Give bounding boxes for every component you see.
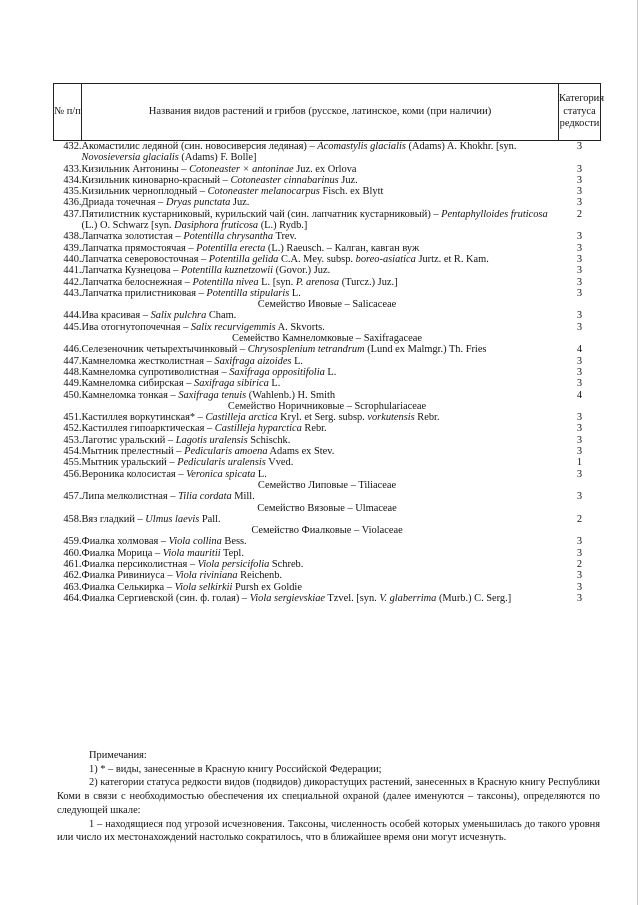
row-number: 435.	[63, 186, 82, 198]
latin-name: Acomastylis glacialis	[317, 141, 406, 152]
species-name	[82, 378, 559, 389]
row-number: 462.	[63, 570, 82, 582]
latin-name: Castilleja hyparctica	[214, 423, 302, 435]
species-name	[82, 164, 559, 175]
species-row	[54, 536, 601, 547]
table-header-row	[54, 84, 601, 141]
name-text: Cham.	[206, 310, 237, 322]
family-heading: Семейство Ивовые – Salicaceae	[257, 299, 397, 311]
name-text: (Wahlenb.) H. Smith	[246, 389, 336, 401]
name-text: Вяз гладкий –	[81, 513, 146, 525]
row-category: 3	[576, 310, 583, 322]
latin-name: Salix recurvigemmis	[190, 321, 276, 333]
name-text: Мытник прелестный –	[81, 446, 185, 458]
name-text: Pall.	[199, 513, 221, 525]
species-row	[54, 164, 601, 175]
species-row	[54, 344, 601, 355]
species-name	[82, 254, 559, 265]
name-text: L.	[291, 355, 304, 367]
row-category: 2	[576, 558, 583, 570]
latin-name: Viola selkirkii	[174, 581, 233, 593]
row-category: 3	[576, 570, 583, 582]
species-row	[54, 593, 601, 604]
row-number: 440.	[63, 253, 82, 265]
latin-name: P. arenosa	[295, 276, 340, 288]
family-row	[54, 503, 601, 514]
family-row	[54, 299, 601, 310]
family-row	[54, 480, 601, 491]
name-text: C.A. Mey. subsp.	[278, 253, 356, 265]
name-text: Ива красивая –	[81, 310, 151, 322]
row-number: 464.	[63, 592, 82, 604]
row-number: 455.	[63, 457, 82, 469]
row-category: 3	[576, 141, 583, 152]
species-name	[82, 197, 559, 208]
row-category: 3	[576, 186, 583, 198]
family-row	[54, 333, 601, 344]
species-name	[82, 277, 559, 288]
row-number: 451.	[63, 412, 82, 424]
row-category: 3	[576, 423, 583, 435]
species-name	[82, 265, 559, 276]
latin-name: Chrysosplenium tetrandrum	[247, 344, 365, 356]
latin-name: Saxifraga tenuis	[178, 389, 247, 401]
row-category: 2	[576, 513, 583, 525]
species-row	[54, 310, 601, 321]
family-row	[54, 525, 601, 536]
species-name	[82, 367, 559, 378]
row-category: 3	[576, 446, 583, 458]
species-row	[54, 141, 601, 164]
name-text: Камнеломка сибирская –	[81, 378, 195, 390]
row-category: 3	[576, 231, 583, 243]
species-name	[82, 288, 559, 299]
row-category: 3	[576, 276, 583, 288]
name-text: Mill.	[231, 491, 255, 503]
latin-name: Cotoneaster × antoninae	[189, 163, 294, 175]
species-name	[82, 186, 559, 197]
name-text: Jurtz. et R. Kam.	[415, 253, 489, 265]
name-text: (Adams) A. Khokhr. [syn.	[405, 141, 517, 152]
name-text: Pursh ex Goldie	[232, 581, 302, 593]
latin-name: Lagotis uralensis	[175, 434, 248, 446]
latin-name: Novosieversia glacialis	[81, 152, 179, 164]
name-text: Rebr.	[414, 412, 440, 424]
species-name	[82, 570, 559, 581]
name-text: Tzvel. [syn.	[325, 592, 380, 604]
row-category: 3	[576, 163, 583, 175]
row-number: 453.	[63, 434, 82, 446]
latin-name: Cotoneaster cinnabarinus	[230, 174, 339, 186]
species-row	[54, 209, 601, 232]
name-text: Fisch. ex Blytt	[319, 186, 384, 198]
latin-name: Pedicularis amoena	[184, 446, 268, 458]
notes-section	[57, 749, 600, 845]
name-text: L. [syn.	[258, 276, 296, 288]
row-number: 446.	[63, 344, 82, 356]
row-category: 3	[576, 321, 583, 333]
name-text: Вероника колосистая –	[81, 468, 187, 480]
name-text: Лапчатка прилистниковая –	[81, 287, 207, 299]
name-text: (L.) O. Schwarz [syn.	[81, 220, 175, 232]
name-text: (Adams) F. Bolle]	[178, 152, 257, 164]
row-category: 3	[576, 468, 583, 480]
latin-name: Saxifraga sibirica	[194, 378, 269, 390]
species-name	[82, 310, 559, 321]
name-text: Фиалка Сергиевской (син. ф. голая) –	[81, 592, 250, 604]
name-text: (Turcz.) Juz.]	[339, 276, 398, 288]
name-text: Камнеломка супротиволистная –	[81, 366, 230, 378]
latin-name: Potentilla stipularis	[206, 287, 290, 299]
name-text: Tepl.	[220, 547, 244, 559]
species-row	[54, 491, 601, 502]
latin-name: V. glaberrima	[379, 592, 437, 604]
name-text: (L.) Raeusch. – Калган, кавган вуж	[265, 242, 420, 254]
name-text: Лапчатка Кузнецова –	[81, 265, 181, 277]
species-row	[54, 582, 601, 593]
row-number: 437.	[63, 208, 82, 220]
name-text: (Govor.) Juz.	[273, 265, 331, 277]
species-row	[54, 243, 601, 254]
name-text: Селезеночник четырехтычинковый –	[81, 344, 248, 356]
row-number: 443.	[63, 287, 82, 299]
name-text: Дриада точечная –	[81, 197, 166, 209]
note-item: 1 – находящиеся под угрозой исчезновения. Таксоны, численность особей которых уменьшилась до такого уровня или число их местонахождений настолько сократилось, что в ближайшее время они могут исчезнуть.	[57, 818, 600, 844]
name-text: Кизильник черноплодный –	[81, 186, 208, 198]
name-text: Лапчатка прямостоячая –	[81, 242, 197, 254]
row-category: 3	[576, 287, 583, 299]
name-text: (L.) Rydb.]	[258, 220, 308, 232]
latin-name: Pentaphylloides fruticosa	[441, 208, 548, 220]
species-row	[54, 457, 601, 468]
species-name	[82, 209, 559, 232]
header-species-name: Названия видов растений и грибов (русское, латинское, коми (при наличии)	[82, 84, 559, 141]
row-number: 441.	[63, 265, 82, 277]
name-text: Фиалка холмовая –	[81, 536, 169, 548]
name-text: Пятилистник кустарниковый, курильский чай (син. лапчатник кустарниковый) –	[81, 208, 442, 220]
family-heading: Семейство Камнеломковые – Saxifragaceae	[232, 333, 422, 345]
latin-name: Cotoneaster melanocarpus	[207, 186, 320, 198]
name-text: Кизильник киноварно-красный –	[81, 174, 231, 186]
name-text: Кастиллея воркутинская* –	[81, 412, 206, 424]
latin-name: Potentilla kuznetzowii	[180, 265, 274, 277]
row-category: 3	[576, 581, 583, 593]
row-number: 434.	[63, 174, 82, 186]
row-category: 3	[576, 491, 583, 503]
name-text: Фиалка Морица –	[81, 547, 163, 559]
row-category: 3	[576, 197, 583, 209]
row-category: 3	[576, 174, 583, 186]
row-number: 457.	[63, 491, 82, 503]
name-text: L.	[324, 366, 337, 378]
row-number: 458.	[63, 513, 82, 525]
species-name	[82, 412, 559, 423]
row-number: 438.	[63, 231, 82, 243]
family-row	[54, 401, 601, 412]
species-row	[54, 514, 601, 525]
species-name	[82, 491, 559, 502]
species-row	[54, 277, 601, 288]
latin-name: Potentilla chrysantha	[183, 231, 274, 243]
latin-name: Pedicularis uralensis	[177, 457, 266, 469]
species-name	[82, 469, 559, 480]
latin-name: Potentilla erecta	[196, 242, 266, 254]
species-name	[82, 457, 559, 468]
species-name	[82, 231, 559, 242]
name-text: Trev.	[273, 231, 297, 243]
row-category: 3	[576, 253, 583, 265]
species-name	[82, 536, 559, 547]
row-number: 459.	[63, 536, 82, 548]
species-row	[54, 322, 601, 333]
name-text: Juz.	[338, 174, 358, 186]
species-row	[54, 559, 601, 570]
row-number: 452.	[63, 423, 82, 435]
species-row	[54, 390, 601, 401]
species-row	[54, 423, 601, 434]
latin-name: Viola persicifolia	[197, 558, 270, 570]
species-row	[54, 435, 601, 446]
row-category: 4	[576, 344, 583, 356]
name-text: Bess.	[221, 536, 247, 548]
species-name	[82, 593, 559, 604]
species-row	[54, 254, 601, 265]
species-name	[82, 243, 559, 254]
latin-name: Castilleja arctica	[205, 412, 278, 424]
species-name	[82, 423, 559, 434]
name-text: (Murb.) C. Serg.]	[436, 592, 512, 604]
latin-name: Viola sergievskiae	[249, 592, 326, 604]
row-number: 439.	[63, 242, 82, 254]
name-text: Rebr.	[301, 423, 327, 435]
row-category: 3	[576, 378, 583, 390]
row-number: 448.	[63, 366, 82, 378]
species-name	[82, 344, 559, 355]
species-name	[82, 435, 559, 446]
species-row	[54, 231, 601, 242]
row-category: 3	[576, 412, 583, 424]
species-row	[54, 367, 601, 378]
species-row	[54, 197, 601, 208]
latin-name: vorkutensis	[367, 412, 415, 424]
name-text: Schischk.	[247, 434, 291, 446]
note-item: 1) * – виды, занесенные в Красную книгу Российской Федерации;	[89, 763, 382, 775]
notes-title: Примечания:	[89, 750, 147, 761]
name-text: L.	[268, 378, 281, 390]
species-name	[82, 141, 559, 164]
species-row	[54, 570, 601, 581]
latin-name: Dasiphora fruticosa	[174, 220, 259, 232]
row-category: 3	[576, 355, 583, 367]
name-text: Камнеломка жестколистная –	[81, 355, 215, 367]
species-name	[82, 559, 559, 570]
row-category: 1	[576, 457, 583, 469]
species-row	[54, 265, 601, 276]
latin-name: Viola collina	[168, 536, 222, 548]
row-number: 454.	[63, 446, 82, 458]
species-row	[54, 412, 601, 423]
row-category: 4	[576, 389, 583, 401]
species-table	[53, 83, 605, 604]
name-text: Фиалка Ривиниуса –	[81, 570, 176, 582]
species-row	[54, 446, 601, 457]
name-text: Schreb.	[269, 558, 304, 570]
species-row	[54, 548, 601, 559]
header-category: Категория статуса редкости	[559, 84, 601, 141]
species-name	[82, 390, 559, 401]
name-text: Лапчатка северовосточная –	[81, 253, 209, 265]
name-text: Камнеломка тонкая –	[81, 389, 179, 401]
latin-name: Potentilla gelida	[208, 253, 279, 265]
name-text: L.	[289, 287, 301, 299]
note-item: 2) категории статуса редкости видов (подвидов) дикорастущих растений, занесенных в Красную книгу Республики Коми в связи с необходимостью обеспечения их специальной охраной (далее именуются – таксоны), определяются по следующей шкале:	[57, 777, 600, 816]
name-text: Кастиллея гипоарктическая –	[81, 423, 215, 435]
header-number: № п/п	[54, 84, 82, 141]
row-category: 3	[576, 366, 583, 378]
name-text: Ива отогнутопочечная –	[81, 321, 191, 333]
latin-name: Saxifraga aizoides	[214, 355, 292, 367]
row-category: 3	[576, 265, 583, 277]
latin-name: Dryas punctata	[165, 197, 231, 209]
row-number: 447.	[63, 355, 82, 367]
row-number: 460.	[63, 547, 82, 559]
latin-name: Viola mauritii	[162, 547, 221, 559]
species-row	[54, 469, 601, 480]
species-row	[54, 288, 601, 299]
name-text: Лаготис уральский –	[81, 434, 176, 446]
name-text: Vved.	[265, 457, 294, 469]
row-number: 445.	[63, 321, 82, 333]
latin-name: Veronica spicata	[186, 468, 256, 480]
row-number: 456.	[63, 468, 82, 480]
row-number: 432.	[63, 141, 82, 152]
name-text: Juz. ex Orlova	[293, 163, 357, 175]
family-heading: Семейство Фиалковые – Violaceae	[251, 525, 403, 537]
row-number: 463.	[63, 581, 82, 593]
latin-name: Saxifraga oppositifolia	[229, 366, 325, 378]
page-edge-line	[637, 0, 638, 905]
name-text: (Lund ex Malmgr.) Th. Fries	[364, 344, 487, 356]
latin-name: Viola riviniana	[175, 570, 238, 582]
latin-name: Salix pulchra	[150, 310, 207, 322]
name-text: Кизильник Антонины –	[81, 163, 190, 175]
species-name	[82, 356, 559, 367]
species-name	[82, 514, 559, 525]
name-text: Фиалка персиколистная –	[81, 558, 198, 570]
row-number: 442.	[63, 276, 82, 288]
row-number: 461.	[63, 558, 82, 570]
name-text: Kryl. et Serg. subsp.	[277, 412, 368, 424]
row-number: 436.	[63, 197, 82, 209]
name-text: Акомастилис ледяной (син. новосиверсия ледяная) –	[81, 141, 318, 152]
row-category: 3	[576, 536, 583, 548]
name-text: Липа мелколистная –	[81, 491, 179, 503]
row-category: 3	[576, 592, 583, 604]
family-heading: Семейство Липовые – Tiliaceae	[257, 479, 397, 491]
family-heading: Семейство Вязовые – Ulmaceae	[257, 502, 397, 514]
name-text: Reichenb.	[237, 570, 282, 582]
species-row	[54, 186, 601, 197]
species-row	[54, 378, 601, 389]
name-text: Juz.	[230, 197, 250, 209]
latin-name: Potentilla nivea	[192, 276, 259, 288]
species-name	[82, 322, 559, 333]
row-category: 3	[576, 242, 583, 254]
row-number: 433.	[63, 163, 82, 175]
latin-name: Tilia cordata	[178, 491, 232, 503]
row-number: 449.	[63, 378, 82, 390]
row-number: 450.	[63, 389, 82, 401]
row-category: 3	[576, 547, 583, 559]
name-text: Фиалка Селькирка –	[81, 581, 175, 593]
species-row	[54, 356, 601, 367]
row-number: 444.	[63, 310, 82, 322]
species-table-body	[54, 141, 601, 605]
family-heading: Семейство Норичниковые – Scrophulariaceae	[227, 400, 427, 412]
name-text: Лапчатка золотистая –	[81, 231, 184, 243]
name-text: A. Skvorts.	[275, 321, 325, 333]
species-name	[82, 175, 559, 186]
species-name	[82, 582, 559, 593]
row-category: 2	[576, 208, 583, 220]
latin-name: Ulmus laevis	[145, 513, 200, 525]
species-name	[82, 548, 559, 559]
name-text: L.	[255, 468, 267, 480]
name-text: Мытник уральский –	[81, 457, 178, 469]
species-name	[82, 446, 559, 457]
name-text: Лапчатка белоснежная –	[81, 276, 193, 288]
row-category: 3	[576, 434, 583, 446]
species-row	[54, 175, 601, 186]
name-text: Adams ex Stev.	[267, 446, 335, 458]
latin-name: boreo-asiatica	[355, 253, 416, 265]
